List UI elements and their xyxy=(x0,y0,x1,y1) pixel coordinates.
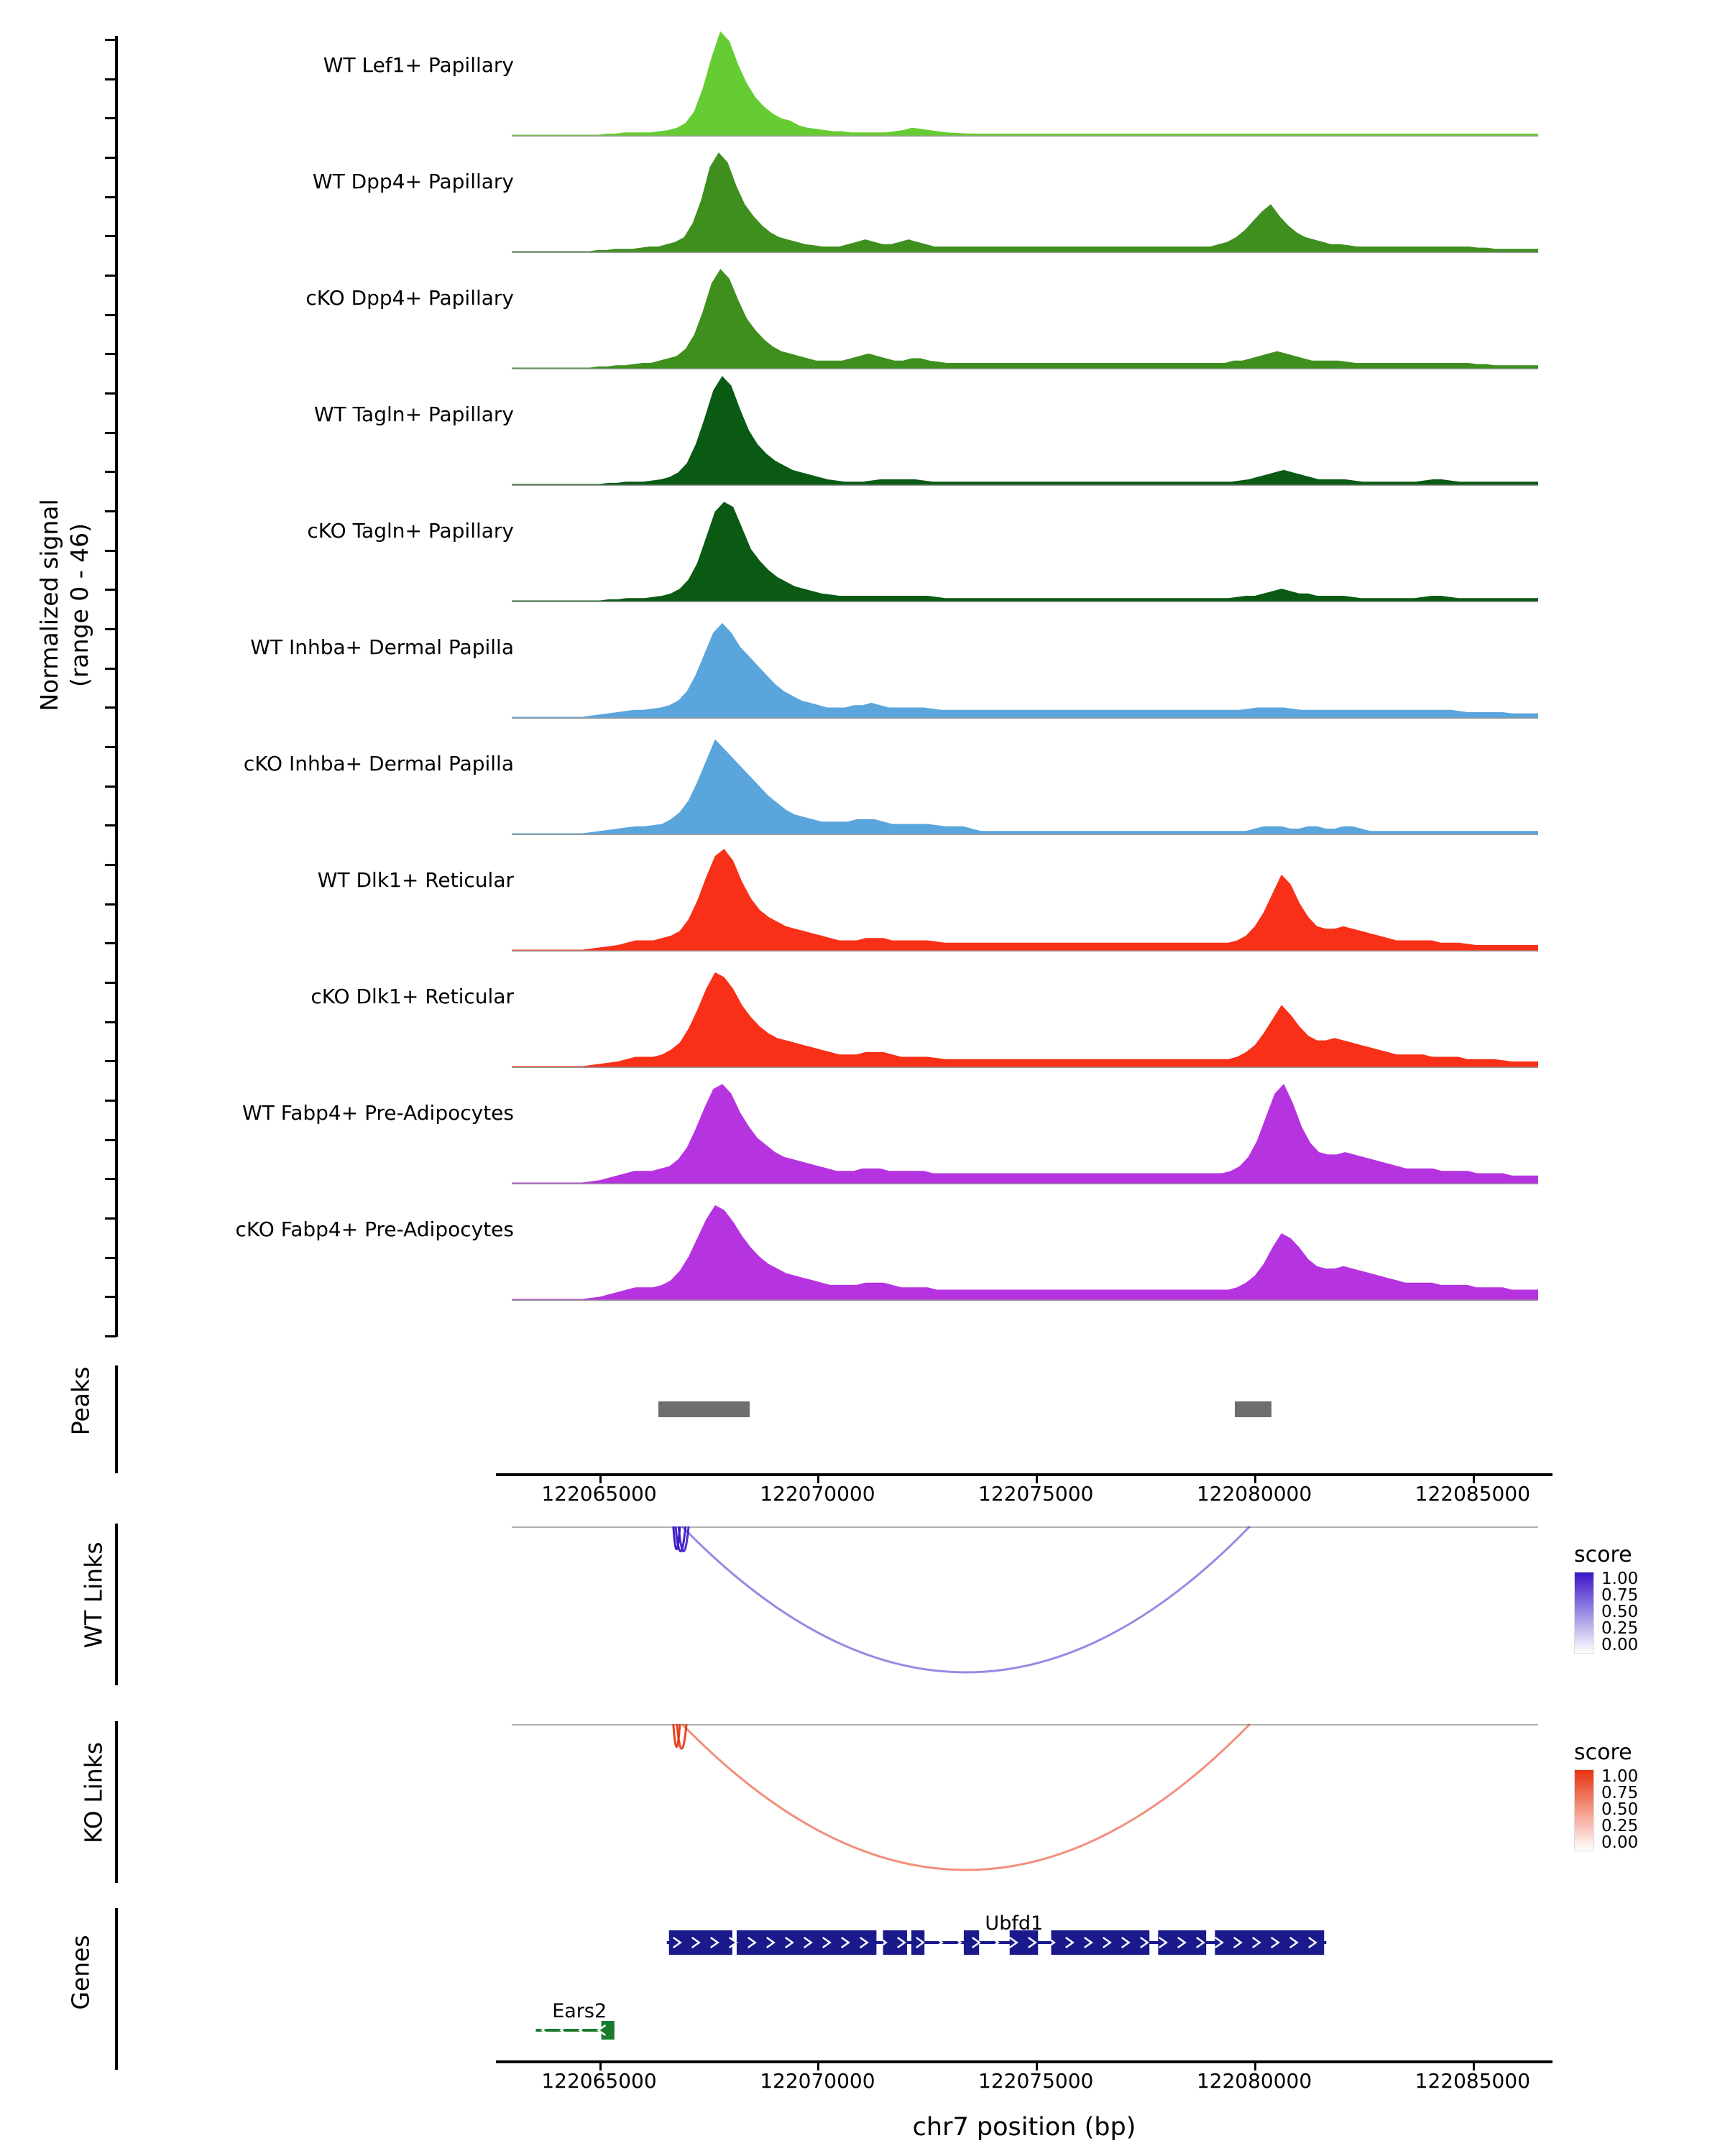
link-arc xyxy=(682,1526,1250,1672)
genes-panel xyxy=(0,1901,1725,2093)
x-axis-tick-label: 122075000 xyxy=(978,2069,1094,2093)
ko-links-plot xyxy=(512,1714,1538,1886)
x-axis-top xyxy=(496,1473,1552,1516)
coverage-track xyxy=(0,602,1725,719)
x-axis-tick-label: 122080000 xyxy=(1196,1482,1312,1506)
y-axis-tick xyxy=(105,1335,116,1337)
wt-score-legend-ticks xyxy=(1601,1572,1638,1652)
coverage-signal xyxy=(512,20,1538,137)
coverage-signal xyxy=(512,137,1538,253)
gene-models xyxy=(512,1901,1538,2066)
x-axis-tick-label: 122085000 xyxy=(1414,2069,1531,2093)
ko-score-legend-title: score xyxy=(1574,1740,1632,1765)
coverage-track xyxy=(0,486,1725,602)
peaks-panel-label: Peaks xyxy=(66,1366,95,1436)
wt-links-panel xyxy=(0,1516,1725,1703)
coverage-signal xyxy=(512,719,1538,835)
wt-score-legend xyxy=(1574,1542,1725,1654)
coverage-track xyxy=(0,253,1725,369)
coverage-track-label: cKO Dpp4+ Papillary xyxy=(305,286,514,310)
x-axis-tick-label: 122085000 xyxy=(1414,1482,1531,1506)
wt-score-legend-gradient xyxy=(1574,1572,1594,1654)
y-axis-title-line1: Normalized signal xyxy=(35,499,63,711)
gene-label: Ubfd1 xyxy=(985,1912,1044,1935)
coverage-track xyxy=(0,835,1725,952)
x-axis-tick-label: 122065000 xyxy=(541,1482,657,1506)
coverage-track xyxy=(0,20,1725,137)
x-axis-tick-label: 122075000 xyxy=(978,1482,1094,1506)
x-axis-bottom-line xyxy=(496,2060,1552,2063)
coverage-signal xyxy=(512,253,1538,369)
wt-legend-tick-0: 1.00 xyxy=(1601,1570,1639,1588)
ko-score-legend-ticks xyxy=(1601,1769,1638,1850)
wt-legend-tick-1: 0.75 xyxy=(1601,1586,1639,1605)
ko-links-axis-line xyxy=(115,1721,118,1883)
gene-label: Ears2 xyxy=(552,2000,607,2022)
peak-region xyxy=(1235,1401,1272,1417)
coverage-track xyxy=(0,137,1725,253)
wt-score-legend-title: score xyxy=(1574,1542,1632,1567)
coverage-track-label: cKO Dlk1+ Reticular xyxy=(310,985,514,1008)
ko-score-legend-gradient xyxy=(1574,1769,1594,1851)
wt-links-label: WT Links xyxy=(79,1542,108,1649)
peaks-axis-line xyxy=(115,1365,118,1473)
ko-links-panel xyxy=(0,1714,1725,1897)
coverage-track-label: cKO Tagln+ Papillary xyxy=(307,519,514,543)
coverage-signal xyxy=(512,1184,1538,1301)
genes-panel-label: Genes xyxy=(66,1935,95,2010)
x-axis-tick-label: 122070000 xyxy=(760,2069,875,2093)
x-axis-tick-label: 122080000 xyxy=(1196,2069,1312,2093)
ko-score-legend xyxy=(1574,1740,1725,1851)
ko-legend-tick-1: 0.75 xyxy=(1601,1784,1639,1802)
x-axis-tick-label: 122070000 xyxy=(760,1482,875,1506)
link-arc xyxy=(682,1724,1250,1870)
ko-legend-tick-0: 1.00 xyxy=(1601,1767,1639,1786)
coverage-track-label: WT Inhba+ Dermal Papilla xyxy=(250,635,514,659)
coverage-track xyxy=(0,1184,1725,1301)
coverage-track-label: cKO Fabp4+ Pre-Adipocytes xyxy=(235,1217,514,1241)
wt-links-plot xyxy=(512,1516,1538,1689)
ko-legend-tick-4: 0.00 xyxy=(1601,1833,1639,1852)
coverage-track-label: WT Dlk1+ Reticular xyxy=(317,868,514,892)
coverage-track xyxy=(0,952,1725,1068)
coverage-track-label: cKO Inhba+ Dermal Papilla xyxy=(243,752,514,775)
coverage-signal xyxy=(512,602,1538,719)
x-axis-top-line xyxy=(496,1473,1552,1476)
coverage-track xyxy=(0,1068,1725,1184)
coverage-signal xyxy=(512,1068,1538,1184)
coverage-track xyxy=(0,369,1725,486)
ko-links-label: KO Links xyxy=(79,1741,108,1844)
peaks-panel xyxy=(0,1358,1725,1506)
ko-legend-tick-2: 0.50 xyxy=(1601,1800,1639,1819)
x-axis-title: chr7 position (bp) xyxy=(912,2113,1136,2142)
wt-legend-tick-3: 0.25 xyxy=(1601,1619,1639,1638)
wt-links-axis-line xyxy=(115,1524,118,1685)
y-axis-title-line2: (range 0 - 46) xyxy=(65,522,93,688)
wt-score-legend-row xyxy=(1574,1572,1725,1654)
coverage-signal xyxy=(512,486,1538,602)
coverage-track xyxy=(0,719,1725,835)
coverage-track-label: WT Dpp4+ Papillary xyxy=(312,170,514,193)
ko-legend-tick-3: 0.25 xyxy=(1601,1817,1639,1835)
coverage-track-label: WT Fabp4+ Pre-Adipocytes xyxy=(242,1101,514,1125)
coverage-signal xyxy=(512,952,1538,1068)
coverage-signal xyxy=(512,835,1538,952)
x-axis-tick-label: 122065000 xyxy=(541,2069,657,2093)
coverage-signal xyxy=(512,369,1538,486)
peak-region xyxy=(658,1401,750,1417)
genes-axis-line xyxy=(115,1908,118,2070)
x-axis-bottom xyxy=(496,2060,1552,2104)
coverage-panel xyxy=(0,14,1725,1358)
coverage-track-label: WT Lef1+ Papillary xyxy=(323,53,514,77)
wt-legend-tick-2: 0.50 xyxy=(1601,1603,1639,1621)
wt-legend-tick-4: 0.00 xyxy=(1601,1636,1639,1654)
coverage-track-label: WT Tagln+ Papillary xyxy=(313,402,514,426)
ko-score-legend-row xyxy=(1574,1769,1725,1851)
